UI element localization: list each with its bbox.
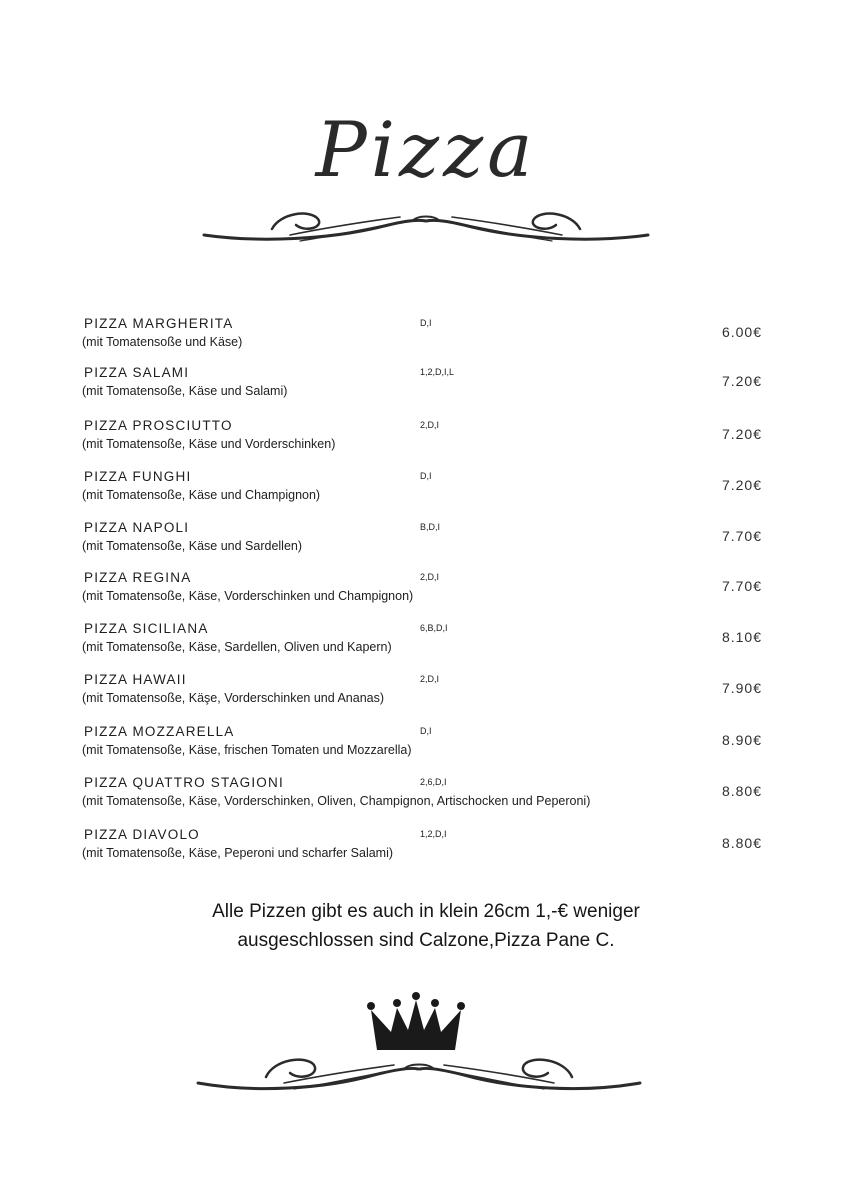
item-allergen-codes: D,I — [420, 318, 432, 328]
list-item — [80, 775, 770, 821]
list-item — [80, 827, 770, 873]
item-allergen-codes: 2,D,I — [420, 674, 440, 684]
item-description: (mit Tomatensoße, Käse und Sardellen) — [82, 539, 303, 553]
item-description: (mit Tomatensoße, Käse und Salami) — [82, 384, 288, 398]
item-allergen-codes: B,D,I — [420, 522, 441, 532]
item-description: (mit Tomatensoße, Käse und Champignon) — [82, 488, 321, 502]
item-price: 7.70€ — [721, 528, 762, 544]
item-description: (mit Tomatensoße, Käse und Vorderschinken) — [82, 437, 336, 451]
item-allergen-codes: 1,2,D,I — [420, 829, 447, 839]
item-description: (mit Tomatensoße, Käse, Sardellen, Oliven und Kapern) — [82, 640, 392, 654]
item-price: 7.20€ — [721, 477, 762, 493]
list-item — [80, 365, 770, 411]
list-item — [80, 418, 770, 464]
item-price: 6.00€ — [721, 324, 762, 340]
item-name: PIZZA DIAVOLO — [84, 827, 200, 842]
list-item — [80, 672, 770, 718]
item-name: PIZZA SICILIANA — [84, 621, 209, 636]
item-allergen-codes: 6,B,D,I — [420, 623, 448, 633]
item-price: 7.20€ — [721, 426, 762, 442]
item-name: PIZZA MARGHERITA — [84, 316, 234, 331]
item-name: PIZZA PROSCIUTTO — [84, 418, 233, 433]
item-name: PIZZA HAWAII — [84, 672, 187, 687]
size-note-line-1: Alle Pizzen gibt es auch in klein 26cm 1,-€ weniger — [212, 901, 640, 922]
item-description: (mit Tomatensoße, Käse, Vorderschinken, Oliven, Champignon, Artischocken und Peperoni) — [82, 794, 591, 808]
list-item — [80, 316, 770, 362]
item-allergen-codes: D,I — [420, 726, 432, 736]
item-name: PIZZA QUATTRO STAGIONI — [84, 775, 284, 790]
item-name: PIZZA FUNGHI — [84, 469, 192, 484]
item-description: (mit Tomatensoße und Käse) — [82, 335, 243, 349]
list-item — [80, 621, 770, 667]
item-name: PIZZA SALAMI — [84, 365, 190, 380]
list-item — [80, 570, 770, 616]
item-allergen-codes: D,I — [420, 471, 432, 481]
item-name: PIZZA MOZZARELLA — [84, 724, 235, 739]
scroll-flourish-icon — [0, 195, 852, 255]
item-price: 8.90€ — [721, 732, 762, 748]
item-name: PIZZA REGINA — [84, 570, 192, 585]
item-price: 7.90€ — [721, 680, 762, 696]
item-description: (mit Tomatensoße, Käşe, Vorderschinken und Ananas) — [82, 691, 385, 705]
item-allergen-codes: 2,6,D,I — [420, 777, 447, 787]
item-description: (mit Tomatensoße, Käse, Peperoni und scharfer Salami) — [82, 846, 394, 860]
item-description: (mit Tomatensoße, Käse, frischen Tomaten und Mozzarella) — [82, 743, 412, 757]
item-price: 7.20€ — [721, 373, 762, 389]
list-item — [80, 469, 770, 515]
item-price: 8.80€ — [721, 783, 762, 799]
item-price: 8.80€ — [721, 835, 762, 851]
list-item — [80, 520, 770, 566]
size-note-line-2: ausgeschlossen sind Calzone,Pizza Pane C. — [237, 930, 615, 951]
page-title: Pizza — [315, 105, 537, 194]
item-name: PIZZA NAPOLI — [84, 520, 190, 535]
item-allergen-codes: 2,D,I — [420, 572, 440, 582]
item-price: 8.10€ — [721, 629, 762, 645]
list-item — [80, 724, 770, 770]
item-allergen-codes: 1,2,D,I,L — [420, 367, 455, 377]
item-description: (mit Tomatensoße, Käse, Vorderschinken und Champignon) — [82, 589, 414, 603]
item-allergen-codes: 2,D,I — [420, 420, 440, 430]
scroll-flourish-icon — [0, 1035, 852, 1105]
item-price: 7.70€ — [721, 578, 762, 594]
